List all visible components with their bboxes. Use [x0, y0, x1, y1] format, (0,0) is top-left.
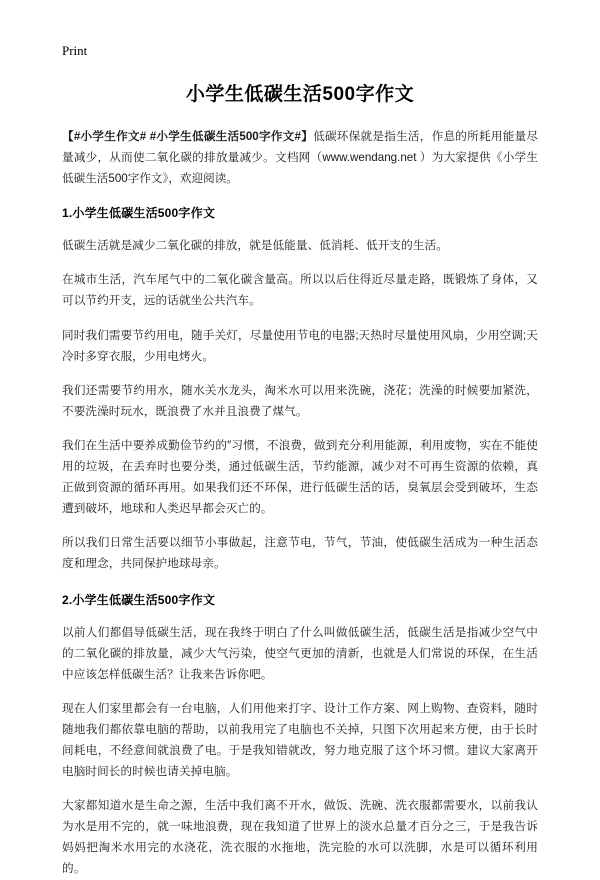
lead-rest: 低碳环保就是指生活，作息的所耗用能量尽量减少，从而使二氧化碳的排放量减少。文档网（www.wendang.net ）为大家提供《小学生低碳生活500字作文》，欢迎阅读。	[62, 130, 538, 186]
paragraph: 所以我们日常生活要以细节小事做起，注意节电，节气，节油，使低碳生活成为一种生活态度和理念，共同保护地球母亲。	[62, 536, 538, 571]
paragraph: 在城市生活，汽车尾气中的二氧化碳含量高。所以以后住得近尽量走路，既锻炼了身体，又可以节约开支，远的话就坐公共汽车。	[62, 273, 538, 308]
section-heading-1: 1.小学生低碳生活500字作文	[62, 206, 216, 221]
paragraph: 大家都知道水是生命之源，生活中我们离不开水，做饭、洗碗、洗衣服都需要水，以前我认为水是用不完的，就一味地浪费，现在我知道了世界上的淡水总量才百分之三，于是我告诉妈妈把淘米水用完的水浇花，洗衣服的水拖地，洗完脸的水可以洗脚，水是可以循环利用的。	[62, 799, 538, 876]
paragraph: 现在人们家里都会有一台电脑，人们用他来打字、设计工作方案、网上购物、查资料，随时随地我们都依靠电脑的帮助，以前我用完了电脑也不关掉，只图下次用起来方便，由于长时间耗电，不经意间就浪费了电。于是我知错就改，努力地克服了这个坏习惯。建议大家离开电脑时间长的时候也请关掉电脑。	[62, 701, 538, 779]
paragraph: 以前人们都倡导低碳生活，现在我终于明白了什么叫做低碳生活，低碳生活是指减少空气中的二氧化碳的排放量，减少大气污染，使空气更加的清新，也就是人们常说的环保，在生活中应该怎样低碳生活？让我来告诉你吧。	[62, 625, 538, 681]
lead-bold-prefix: 【#小学生作文# #小学生低碳生活500字作文#】	[62, 130, 314, 143]
page-title: 小学生低碳生活500字作文	[185, 84, 415, 105]
document-lead	[62, 126, 538, 189]
paragraph: 同时我们需要节约用电，随手关灯，尽量使用节电的电器;天热时尽量使用风扇，少用空调;天冷时多穿衣服，少用电烤火。	[62, 328, 538, 363]
paragraph: 我们还需要节约用水，随水关水龙头，淘米水可以用来洗碗，浇花；洗澡的时候要加紧洗，不要洗澡时玩水，既浪费了水并且浪费了煤气。	[62, 383, 538, 418]
print-button[interactable]: Print	[62, 43, 88, 58]
paragraph: 低碳生活就是减少二氧化碳的排放，就是低能量、低消耗、低开支的生活。	[62, 239, 448, 253]
paragraph: 我们在生活中要养成勤俭节约的″习惯，不浪费，做到充分利用能源，利用废物，实在不能使用的垃圾，在丢弃时也要分类，通过低碳生活，节约能源，减少对不可再生资源的依赖，真正做到资源的循环再用。如果我们还不环保，进行低碳生活的话，臭氧层会受到破坏，生态遭到破坏，地球和人类迟早都会灭亡的。	[62, 438, 538, 516]
section-heading-2: 2.小学生低碳生活500字作文	[62, 592, 216, 607]
